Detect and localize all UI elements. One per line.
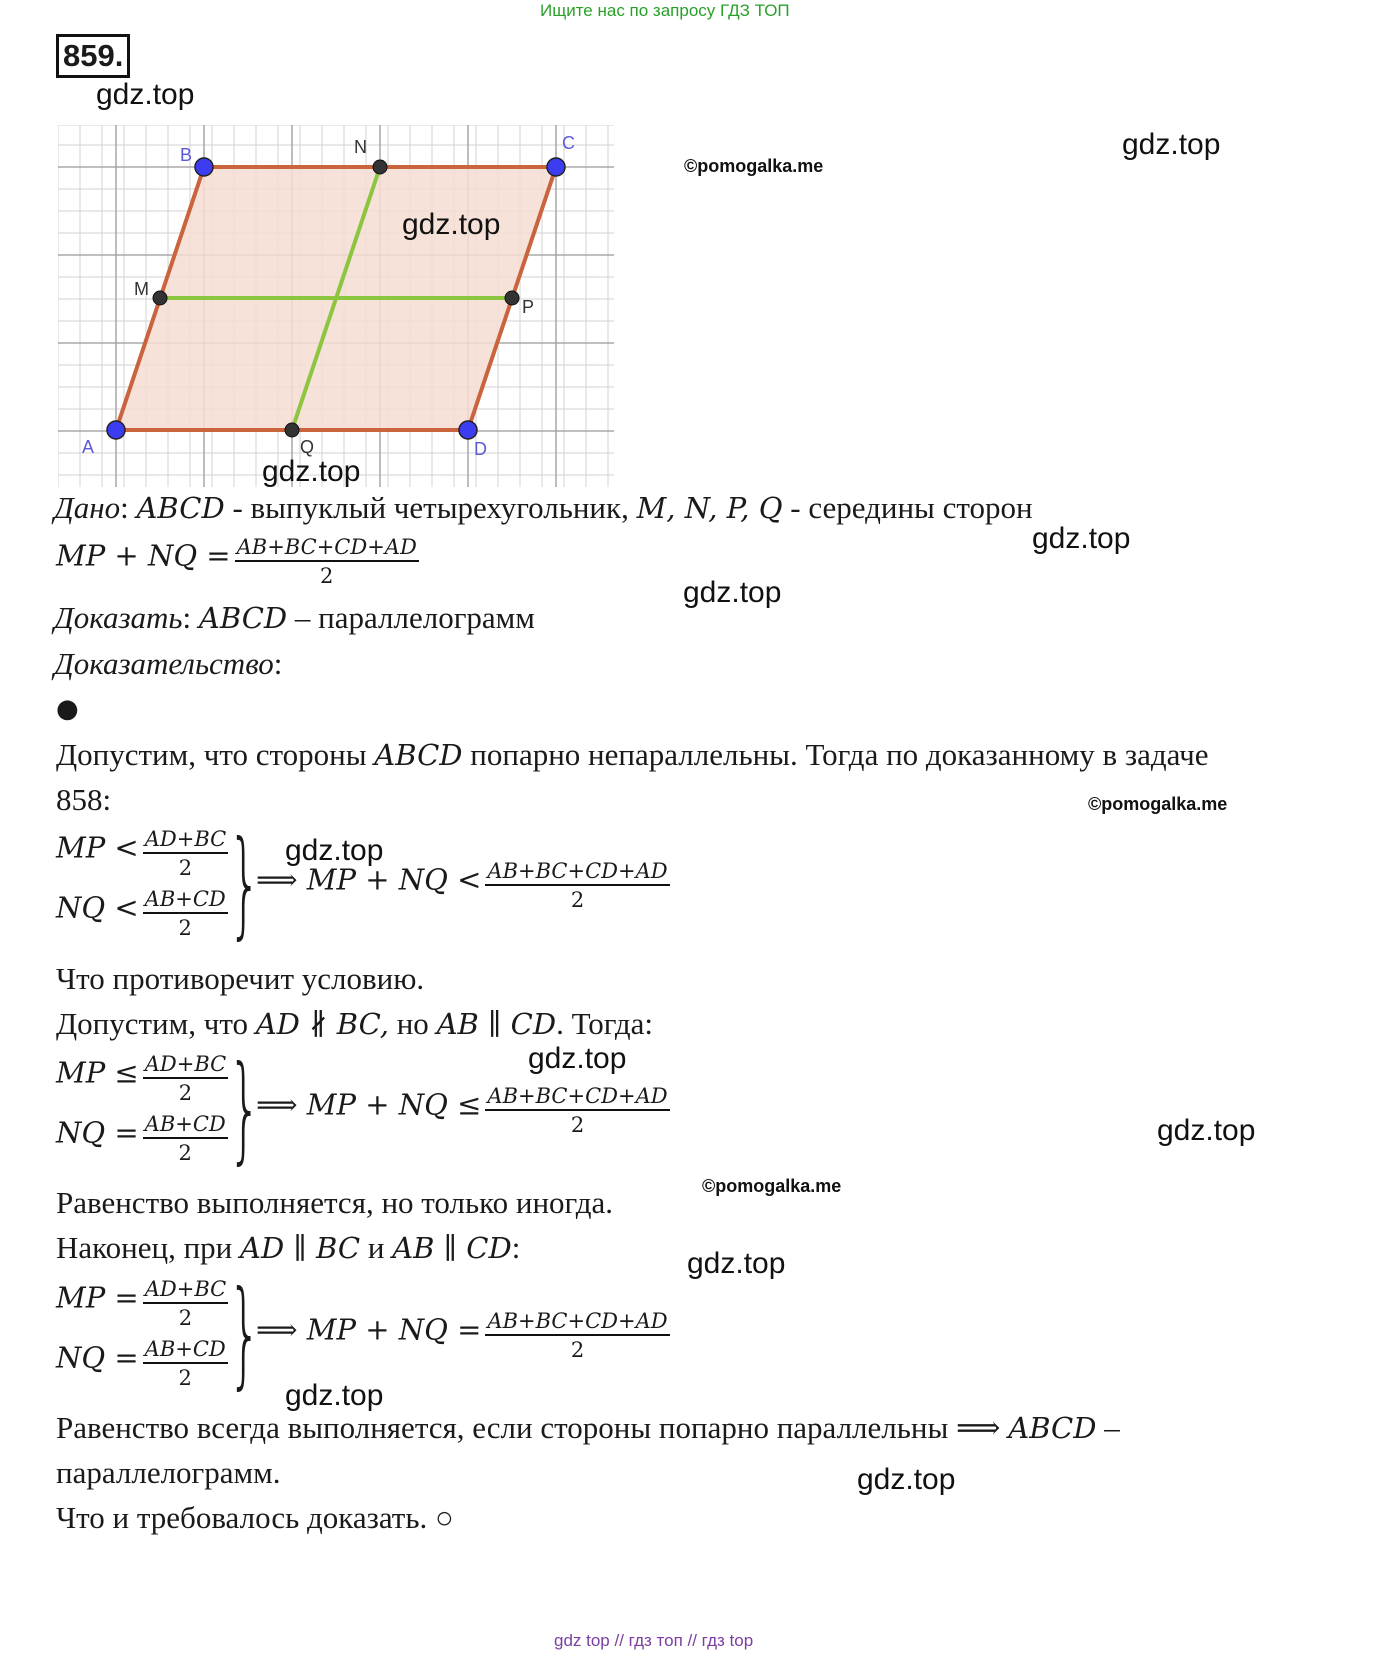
pomogalka-watermark: ©pomogalka.me	[1088, 794, 1228, 814]
given-formula	[56, 534, 419, 590]
case2-brace: }	[228, 1041, 262, 1176]
label-M: M	[134, 279, 149, 299]
case1-text-end: 858:	[56, 782, 112, 817]
given-line: Дано: ABCD - выпуклый четырехугольник, M, N, P, Q - середины сторон	[54, 490, 1033, 525]
gdz-watermark: gdz.top	[262, 455, 361, 488]
prove-text: – параллелограмм	[294, 600, 535, 635]
given-lhs: MP + NQ =	[56, 538, 231, 573]
prove-label: Доказать	[54, 600, 183, 635]
gdz-watermark: gdz.top	[687, 1247, 786, 1280]
midpoint-point	[373, 160, 387, 174]
gdz-watermark: gdz.top	[285, 834, 384, 867]
case3-brace: }	[228, 1266, 262, 1401]
case2-conclusion: Равенство выполняется, но только иногда.	[56, 1185, 614, 1220]
midpoint-point	[285, 423, 299, 437]
pomogalka-watermark: ©pomogalka.me	[702, 1176, 842, 1196]
given-text-midpoints: - середины сторон	[790, 490, 1033, 525]
bullet: ●	[56, 694, 79, 724]
vertex-point	[547, 158, 565, 176]
gdz-watermark: gdz.top	[96, 78, 195, 111]
case1-conclusion: Что противоречит условию.	[56, 961, 425, 996]
prove-line: Доказать: ABCD – параллелограмм	[54, 600, 535, 635]
gdz-watermark: gdz.top	[1157, 1114, 1256, 1147]
label-P: P	[522, 297, 535, 317]
gdz-watermark: gdz.top	[285, 1379, 384, 1412]
prove-abcd: ABCD	[198, 601, 288, 635]
given-abcd: ABCD	[136, 491, 225, 525]
parallelogram-figure	[58, 125, 614, 487]
vertex-point	[107, 421, 125, 439]
given-fraction: $\frac{AB+BC+CD+AD}{2}$	[236, 535, 417, 588]
gdz-watermark: gdz.top	[1032, 522, 1131, 555]
vertex-point	[459, 421, 477, 439]
case3-conclusion-end: параллелограмм.	[56, 1455, 281, 1490]
problem-number: 859.	[56, 34, 130, 78]
midpoint-point	[505, 291, 519, 305]
given-points: M, N, P, Q	[636, 491, 783, 525]
case3-result: ⟹ MP + NQ = $\frac{AB+BC+CD+AD}{2}$	[256, 1309, 668, 1362]
pomogalka-watermark: ©pomogalka.me	[684, 156, 824, 176]
vertex-point	[195, 158, 213, 176]
given-text: - выпуклый четырехугольник,	[232, 490, 629, 525]
case2-result: ⟹ MP + NQ ≤ $\frac{AB+BC+CD+AD}{2}$	[256, 1084, 668, 1137]
label-D: D	[474, 439, 487, 459]
footer-links[interactable]: gdz top // гдз топ // гдз top	[554, 1631, 754, 1650]
qed: Что и требовалось доказать. ○	[56, 1500, 454, 1535]
proof-label-line: Доказательство:	[54, 646, 283, 681]
gdz-watermark: gdz.top	[1122, 128, 1221, 161]
midpoint-point	[153, 291, 167, 305]
gdz-watermark: gdz.top	[402, 208, 501, 241]
label-B: B	[180, 145, 193, 165]
gdz-watermark: gdz.top	[528, 1042, 627, 1075]
proof-label: Доказательство	[54, 646, 274, 681]
case2-text: Допустим, что AD ∦ BC, но AB ∥ CD. Тогда:	[56, 1006, 654, 1041]
gdz-watermark: gdz.top	[683, 576, 782, 609]
label-Q: Q	[300, 437, 315, 457]
label-C: C	[562, 133, 575, 153]
top-banner: Ищите нас по запросу ГДЗ ТОП	[540, 1, 790, 20]
case3-text: Наконец, при AD ∥ BC и AB ∥ CD:	[56, 1230, 521, 1265]
gdz-watermark: gdz.top	[857, 1463, 956, 1496]
case1-result: ⟹ MP + NQ < $\frac{AB+BC+CD+AD}{2}$	[256, 859, 668, 912]
label-N: N	[354, 137, 367, 157]
case1-text: Допустим, что стороны ABCD попарно непараллельны. Тогда по доказанному в задаче	[56, 737, 1209, 772]
case1-brace: }	[228, 816, 262, 951]
label-A: A	[82, 437, 95, 457]
case3-conclusion: Равенство всегда выполняется, если стороны попарно параллельны ⟹ ABCD –	[56, 1410, 1120, 1445]
given-label: Дано	[54, 490, 121, 525]
